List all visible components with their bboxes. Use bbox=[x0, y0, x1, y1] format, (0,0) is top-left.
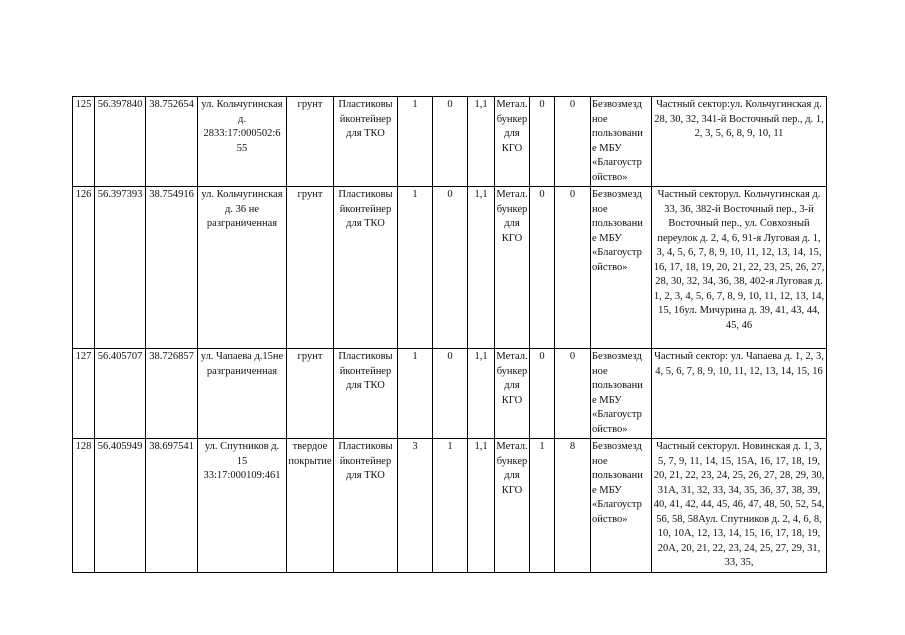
container-type: Пластиковы йконтейнер для ТКО bbox=[334, 439, 398, 573]
container-planned: 1 bbox=[433, 439, 468, 573]
usage-right: Безвозмезд ное пользовани е МБУ «Благоустр ойство» bbox=[591, 439, 652, 573]
container-planned: 0 bbox=[433, 349, 468, 439]
longitude: 38.754916 bbox=[146, 187, 198, 349]
row-number: 125 bbox=[73, 97, 95, 187]
container-count: 1 bbox=[398, 97, 433, 187]
surface: твердое покрытие bbox=[287, 439, 334, 573]
usage-right: Безвозмезд ное пользовани е МБУ «Благоустр ойство» bbox=[591, 349, 652, 439]
container-planned: 0 bbox=[433, 97, 468, 187]
registry-table bbox=[72, 96, 827, 573]
container-type: Пластиковы йконтейнер для ТКО bbox=[334, 97, 398, 187]
bunker-type: Метал. бункер для КГО bbox=[495, 187, 530, 349]
waste-sources: Частный секторул. Новинская д. 1, 3, 5, 7, 9, 11, 14, 15, 15А, 16, 17, 18, 19, 20, 21, 22, 23, 24, 25, 26, 27, 28, 29, 30, 31А, 31, 32, 33, 34, 35, 36, 37, 38, 39, 40, 41, 42, 44, 45, 46, 47, 48, 50, 52, 54, 56, 58, 58Аул. Спутников д. 2, 4, 6, 8, 10, 10А, 12, 13, 14, 15, 16, 17, 18, 19, 20А, 20, 21, 22, 23, 24, 25, 27, 29, 31, 33, 35, bbox=[652, 439, 827, 573]
latitude: 56.397840 bbox=[95, 97, 146, 187]
latitude: 56.405949 bbox=[95, 439, 146, 573]
longitude: 38.752654 bbox=[146, 97, 198, 187]
row-number: 126 bbox=[73, 187, 95, 349]
bunker-type: Метал. бункер для КГО bbox=[495, 439, 530, 573]
bunker-type: Метал. бункер для КГО bbox=[495, 97, 530, 187]
bunker-planned: 0 bbox=[555, 187, 591, 349]
table-row bbox=[73, 97, 827, 187]
table-row bbox=[73, 439, 827, 573]
container-planned: 0 bbox=[433, 187, 468, 349]
container-volume: 1,1 bbox=[468, 439, 495, 573]
usage-right: Безвозмезд ное пользовани е МБУ «Благоустр ойство» bbox=[591, 97, 652, 187]
waste-sources: Частный сектор: ул. Чапаева д. 1, 2, 3, 4, 5, 6, 7, 8, 9, 10, 11, 12, 13, 14, 15, 16 bbox=[652, 349, 827, 439]
container-volume: 1,1 bbox=[468, 187, 495, 349]
surface: грунт bbox=[287, 349, 334, 439]
bunker-count: 0 bbox=[530, 187, 555, 349]
row-number: 127 bbox=[73, 349, 95, 439]
latitude: 56.397393 bbox=[95, 187, 146, 349]
container-type: Пластиковы йконтейнер для ТКО bbox=[334, 187, 398, 349]
row-number: 128 bbox=[73, 439, 95, 573]
latitude: 56.405707 bbox=[95, 349, 146, 439]
container-count: 1 bbox=[398, 349, 433, 439]
longitude: 38.726857 bbox=[146, 349, 198, 439]
usage-right: Безвозмезд ное пользовани е МБУ «Благоустр ойство» bbox=[591, 187, 652, 349]
bunker-planned: 0 bbox=[555, 97, 591, 187]
surface: грунт bbox=[287, 187, 334, 349]
surface: грунт bbox=[287, 97, 334, 187]
address: ул. Кольчугинская д. 2833:17:000502:6 55 bbox=[198, 97, 287, 187]
bunker-type: Метал. бункер для КГО bbox=[495, 349, 530, 439]
bunker-count: 1 bbox=[530, 439, 555, 573]
table-row bbox=[73, 187, 827, 349]
table-row bbox=[73, 349, 827, 439]
waste-sources: Частный секторул. Кольчугинская д. 33, 36, 382-й Восточный пер., 3-й Восточный пер., ул. Совхозный переулок д. 2, 4, 6, 91-я Луговая д. 1, 3, 4, 5, 6, 7, 8, 9, 10, 11, 12, 13, 14, 15, 16, 17, 18, 19, 20, 21, 22, 23, 25, 26, 27, 28, 30, 32, 34, 36, 38, 402-я Луговая д. 1, 2, 3, 4, 5, 6, 7, 8, 9, 10, 11, 12, 13, 14, 15, 16ул. Мичурина д. 39, 41, 43, 44, 45, 46 bbox=[652, 187, 827, 349]
address: ул. Чапаева д.15не разграниченная bbox=[198, 349, 287, 439]
address: ул. Кольчугинская д. 36 не разграниченная bbox=[198, 187, 287, 349]
bunker-planned: 0 bbox=[555, 349, 591, 439]
container-type: Пластиковы йконтейнер для ТКО bbox=[334, 349, 398, 439]
container-volume: 1,1 bbox=[468, 97, 495, 187]
bunker-count: 0 bbox=[530, 97, 555, 187]
waste-sources: Частный сектор:ул. Кольчугинская д. 28, 30, 32, 341-й Восточный пер., д. 1, 2, 3, 5, 6, 8, 9, 10, 11 bbox=[652, 97, 827, 187]
address: ул. Спутников д. 15 33:17:000109:461 bbox=[198, 439, 287, 573]
container-count: 1 bbox=[398, 187, 433, 349]
container-count: 3 bbox=[398, 439, 433, 573]
bunker-count: 0 bbox=[530, 349, 555, 439]
bunker-planned: 8 bbox=[555, 439, 591, 573]
container-volume: 1,1 bbox=[468, 349, 495, 439]
longitude: 38.697541 bbox=[146, 439, 198, 573]
